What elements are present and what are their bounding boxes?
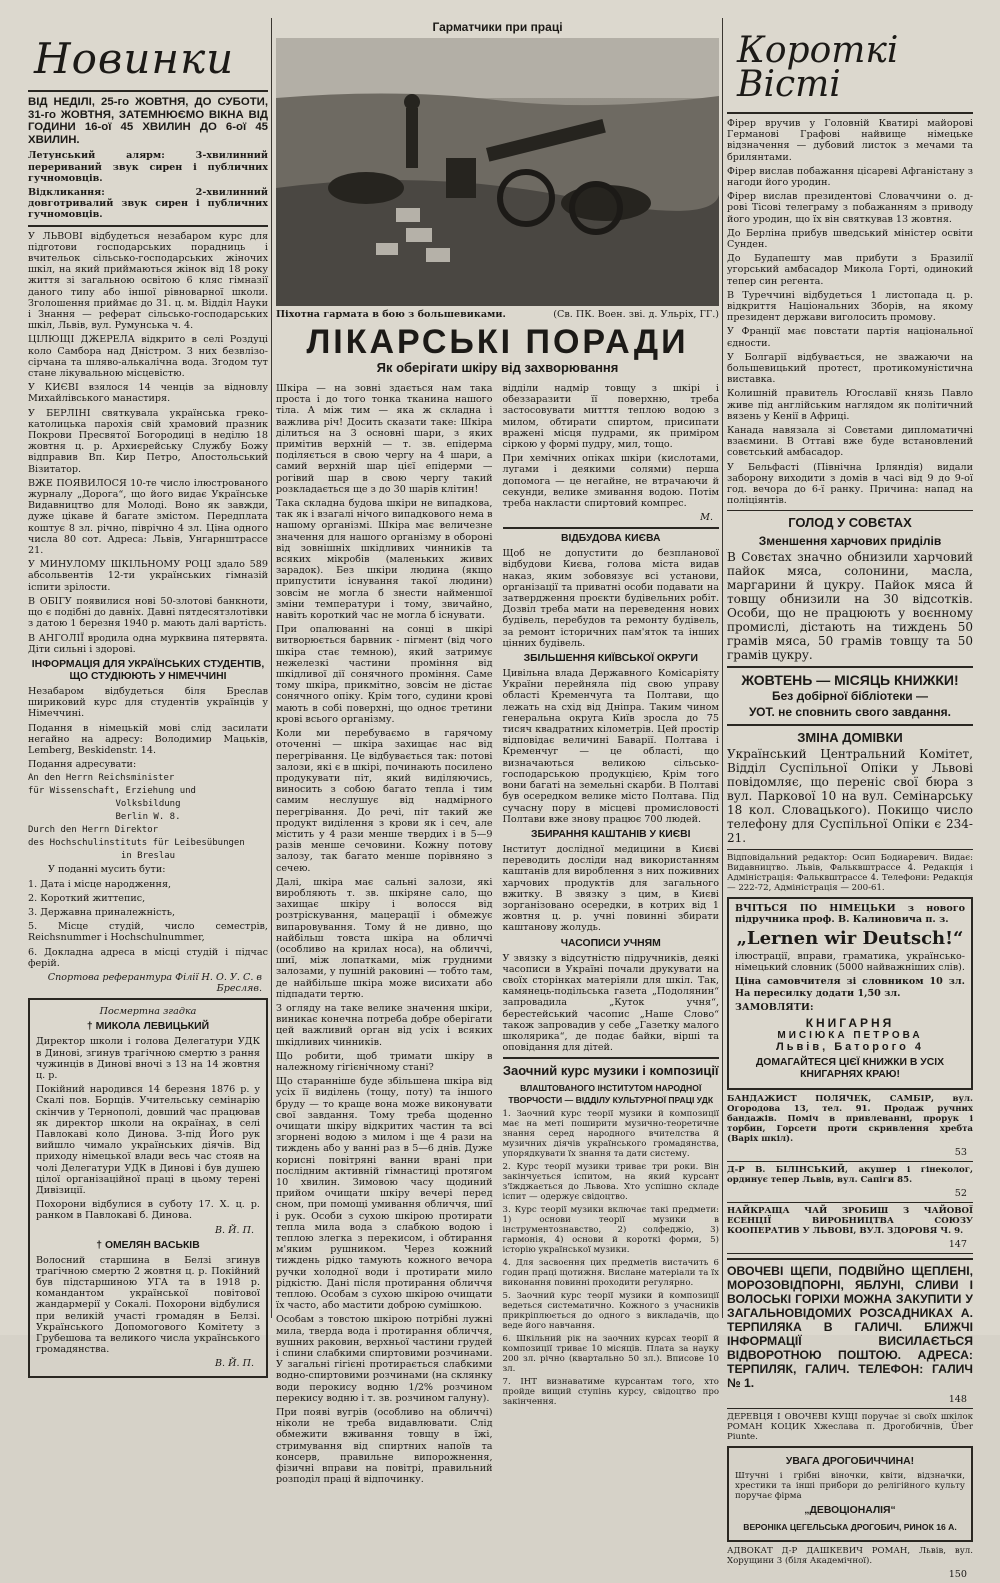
october-book-3: УОТ. не сповнить свого завдання.	[749, 704, 951, 719]
short-news-item: Фірер вислав побажання цісареві Афганістану з нагоди його уродин.	[727, 165, 973, 189]
kyiv-heading: ЗБИРАННЯ КАШТАНІВ У КИЄВІ	[530, 828, 691, 840]
kyiv-text: У звязку з відсутністю підручників, деякі часописи в Україні почали друкувати на своїх сторінках матеріяли для шкіл. Так, камянець-подільська газета „Подолянин“ запровадила „Куток учня“, берестейський часопис „Наше Слово“ також запровадив у себе „Газетку малого школярика“, де подає байки, вірші та оповідання для дітей.	[502, 952, 719, 1054]
music-item: 4. Для засвоєння цих предметів вистачить 6 годин праці щотижня. Вислане матеріали та їх виконання повинні проходити регулярно.	[502, 1258, 719, 1289]
drogobych-addr: ВЕРОНІКА ЦЕГЕЛЬСЬКА ДРОГОБИЧ, РИНОК 16 А.	[743, 1521, 957, 1532]
memorial-name-2: † ОМЕЛЯН ВАСЬКІВ	[96, 1239, 200, 1251]
medical-paragraph: Що робити, щоб тримати шкіру в належному гігієнічному стані?	[276, 1050, 493, 1073]
requirement-item: 6. Докладна адреса в місці студій і підчас ферій.	[28, 946, 268, 969]
produce-ad: ОВОЧЕВІ ЩЕПИ, ПОДВІЙНО ЩЕПЛЕНІ, МОРОЗОВІДПОРНІ, ЯБЛУНІ, СЛИВИ І ВОЛОСЬКІ ГОРІХИ МОЖНА ЗАКУПИТИ У ЗАГАЛЬНОВІДОМИХ РОЗСАДНИКАХ А. ТЕРПИЛЯКА В ГАЛИЧІ. БЛИЖЧІ ІНФОРМАЦІЇ ВИСИЛАЄТЬСЯ ВІДВОРОТНОЮ ПОШТОЮ. АДРЕСА: ТЕРПИЛЯК, ГАЛИЧ. ТЕЛЕФОН: ГАЛИЧ № 1.	[727, 1263, 973, 1390]
lernen-pre: ВЧІТЬСЯ ПО НІМЕЦЬКИ з нового підручника проф. В. Калиновича п. з.	[735, 902, 965, 925]
short-news-item: У Бельфасті (Північна Ірляндія) видали заборону виходити з домів в часі від 9 до 9-ої год. вечора до 6-ї ранку. Причина: напад на поліціянтів.	[727, 461, 973, 507]
address-change-text: Український Центральний Комітет, Відділ Суспільної Опіки у Львові повідомляє, що переніс свої бюра з вул. Паркової 10 на вул. Семінарську 18 кол. Словацького). Покищо число телефону для Суспільної Опіки є 234-21.	[727, 746, 973, 845]
shop-3: Львів, Баторого 4	[776, 1040, 924, 1053]
war-photo	[276, 38, 719, 306]
caption-right: (Св. ПК. Воен. зві. д. Ульріх, ГГ.)	[553, 309, 719, 320]
lernen-price: Ціна самовчителя зі словником 10 зл. На пересилку додати 1,50 зл.	[735, 976, 965, 999]
music-item: 7. ІНТ визнаватиме курсантам того, хто пройде вищий ступінь курсу, свідоцтво про закінчення.	[502, 1377, 719, 1408]
music-item: 1. Заочний курс теорії музики й композиції має на меті поширити музично-теоретичне знання серед народного вчителства й музичних діячів українського громадянства, упорядкувати їх знання та дати систему.	[502, 1109, 719, 1160]
short-news-item: До Берліна прибув шведський міністер освіти Сунден.	[727, 227, 973, 251]
students-to: Подання адресувати:	[28, 759, 137, 771]
medical-subhead: Як оберігати шкіру від захворювання	[376, 360, 619, 375]
short-news-item: Фірер вислав президентові Словаччини о. д-рові Тісові телеграму з побажанням з приводу його уродин, що їх він святкував 13 жовтня.	[727, 191, 973, 225]
kyiv-text: Інститут дослідної медицини в Києві переводить досліди над використанням каштанів для вироблення з них поживних харчових продуктів для загального вжитку. В звязку з цим, в Києві зорганізовано осередки, в котрих від 1 жовтня ц. р. учні повинні збирати каштанову жолудь.	[502, 843, 719, 934]
caption-left: Піхотна гармата в бою з большевиками.	[276, 309, 506, 320]
column-divider	[271, 18, 272, 1318]
requirement-item: 5. Місце студій, число семестрів, Reichsnummer і Hochschulnummer,	[28, 921, 268, 944]
small-ads	[727, 1094, 973, 1254]
list-head: У поданні мусить бути:	[48, 864, 166, 876]
shop-4: ДОМАГАЙТЕСЯ ЦІЄЇ КНИЖКИ В УСІХ КНИГАРНЯХ КРАЮ!	[755, 1056, 945, 1080]
medical-paragraph: Що старанніше буде збільшена шкіра від усіх її виділень (тощу, поту) та іншого бруду — то краще вона може виконувати свої завдання. Тому треба щоденно очищати шкіру відкритих частин та всі згорнені водою з милом і ще 4 рази на тиждень або у ванні раз в 5—6 днів. Дуже корисні повітряні ванни врані при послідним активній гімнастиці протягом 10 хвилин. Зимовою часу щодиний прийом очищати шкіру вечері перед сном, при помощі умивання обличчя, шиї і рук. Особи з сухою шкірою протирати тепла мила вода з слабкою водою і теплою злегка з перекисом, і обтирання м'яким рушником. Через кожний тиждень рідко тамують кожного вечора ручки холодної води і протирати мило рідкістю. Дані після протирання обличчя теплою. Особам з сухою шкірою очищати їх часто, або мастити доброю сумішкою.	[276, 1076, 493, 1312]
short-news-item: У Франції має повстати партія національної єдности.	[727, 326, 973, 349]
memorial-label: Посмертна згадка	[99, 1006, 197, 1018]
medical-col-a	[276, 383, 493, 1489]
short-news-item: Канада навязала зі Совєтами дипломатичні взаємини. В Оттаві вже буде встановлений совєтський амбасадор.	[727, 425, 973, 459]
medical-sig: М.	[700, 512, 713, 524]
lernen-title: „Lernen wir Deutsch!“	[736, 927, 964, 949]
photo-title: Гарматчики при праці	[432, 20, 563, 34]
ad-number: 147	[948, 1238, 967, 1250]
order-label: ЗАМОВЛЯТИ:	[735, 1001, 814, 1013]
short-news-item: До Будапешту мав прибути з Бразилії угорський амбасадор Микола Горті, одинокий тепер син регента.	[727, 253, 973, 287]
music-item: 3. Курс теорії музики включає такі предмети: 1) основи теорії музики в інструментознавство, 2) солфеджіо, 3) гармонія, 4) основи й короткі форми, 5) історію української музики.	[502, 1205, 719, 1256]
address-line: An den Herrn Reichsminister	[28, 773, 175, 784]
medical-headline: ЛІКАРСЬКІ ПОРАДИ	[306, 323, 689, 361]
air-alarm: Летунський алярм: 3-хвилинний перериваний звук сирен і публичних гучномовців.	[28, 150, 268, 184]
trees-ad: ДЕРЕВЦЯ І ОВОЧЕВІ КУЩІ поручає зі своїх шкілок РОМАН КОЦИК Хжеслава п. Дрогобичнів, Über Piunte.	[727, 1411, 973, 1442]
german-address	[28, 773, 268, 862]
address-line: für Wissenschaft, Erziehung und	[28, 786, 196, 797]
requirements-list	[28, 879, 268, 969]
memorial-sig-2: В. Й. П.	[214, 1358, 254, 1370]
short-news-item: У Болгарії відбувається, не зважаючи на большевицький протест, протикомуністична виставка.	[727, 351, 973, 386]
address-line: Berlin W. 8.	[115, 812, 181, 823]
column-left	[28, 18, 268, 1382]
medical-paragraph: Коли ми перебуваємо в гарячому оточенні — шкіра захищає нас від перегрівання. Це відбувається так: потові залози, які є в шкірі, починають посилено продукувати піт, який виділяючись, виносить з собою багато тепла і тим самим неслушує від надмірного перегрівання. До речі, піт такий же продукт виділення з крови як і сеч, але містить у 4 рази менше твердих і в 5—9 разів менше сечовини. Кожну потову залозу, так багато менше порівняно з сечею.	[276, 728, 493, 874]
medical-paragraph: відділи надмір товщу з шкірі і обеззаразити її поверхню, треба застосовувати митття теплою водою з милом, обтирати спиртом, присипати вражені місця пудрами, як приміром сіркою у формі пудру, мил, тощо.	[502, 383, 719, 451]
medical-paragraph: Шкіра — на зовні здається нам така проста і до того тонка тканина нашого тіла. А між тим — яка ж складна і важлива річ! Досить сказати таке: Шкіра ділиться на 3 основні шари, з яких примітив верхній — т. зв. епідерма поділяється в свою чергу на 4 шари, а самий верхній шар цієї епідерми — рогівий шар в свою чергу такий розкладається ще з до 30 шарів клітин!	[276, 383, 493, 495]
address-line: Durch den Herrn Direktor	[28, 825, 159, 836]
short-news-item: Фірер вручив у Головній Кватирі майорові Германові Графові найвище німецьке відзначення — дубовий листок з мечами та брилянтами.	[727, 118, 973, 163]
news-item: У ЛЬВОВІ відбудеться незабаром курс для підготови господарських порадниць і вчительок сільсько-господарських жіночих шкіл, на який приймаються жінок від 18 року життя зі загальною освітою 6 кляс гімназії даного типу або іншої рівноварної школи. Зголошення приймає до 31. ц. м. Відділ Науки і Знання — реферат сільсько-господарських шкіл, Львів, вул. Румунська ч. 4.	[28, 230, 268, 332]
short-news-item: В Туреччині відбудеться 1 листопада ц. р. відкриття Національних Зборів, на якому президент держави виголосить промову.	[727, 289, 973, 324]
requirement-item: 2. Короткий життепис,	[28, 892, 146, 904]
october-book-2: Без добірної бібліотеки —	[771, 688, 929, 703]
shop-2: МИСІЮКА ПЕТРОВА	[777, 1029, 923, 1041]
kyiv-text: Щоб не допустити до безпланової відбудови Києва, голова міста видав наказ, яким зобовязує всі установи, організації та приватні особи подавати на затвердження проєкти будівельних робіт. Дозвіл треба мати на переведення нових будівель, перебудов та ремонту будівель, за ремонт історичних пам'яток та інших цінних будівель.	[502, 548, 719, 649]
masthead-short-news: Короткі Вісті	[737, 30, 899, 105]
address-change-heading: ЗМІНА ДОМІВКИ	[797, 729, 903, 745]
lawyer-ad: АДВОКАТ Д-Р ДАШКЕВИЧ РОМАН, Львів, вул. Хорущини 3 (біля Академічної).	[727, 1545, 973, 1566]
small-ad: НАЙКРАЩА ЧАЙ ЗРОБИШ З ЧАЙОВОЇ ЕСЕНЦІЇ ВИРОБНИЦТВА СОЮЗУ КООПЕРАТИВ У ЛЬВОВІ, ВУЛ. ЗДОРОВЯ Ч. 9.	[727, 1205, 973, 1236]
news-item: ЦІЛЮЩІ ДЖЕРЕЛА відкрито в селі Роздуці коло Самбора над Дністром. З них безвлізо-сірчана та шляво-алькалічна вода. Згодом тут стане лікувальною місцевістю.	[28, 334, 268, 380]
medical-col-b	[503, 383, 720, 1489]
medical-paragraph: Така складна будова шкіри не випадкова, так як і взагалі нічого випадкового нема в нашому організмі. Шкіра має величезне значення для нашого організму в обороні від зовнішніх шкідливих чинників та всяких мікробів (маленьких живих зарадок). Без шкіри людина (якщо припустити існування такої людини) зовсім не могла б знести найменшої зміни температури і тому, звичайно, навіть короткий час не могла б існувати.	[276, 498, 493, 622]
column-middle	[276, 18, 719, 1489]
medical-paragraph: При хемічних опіках шкіри (кислотами, лугами і деякими солями) перша допомога — це негайне, не втрачаючи й секунди, велике змивання водою. Потім треба накласти спиртовий компрес.	[502, 453, 719, 510]
lernen-text: ілюстрації, вправи, граматика, українсько-німецький словник (5000 найважніших слів).	[735, 950, 965, 974]
kyiv-heading: ЗБІЛЬШЕННЯ КИЇВСЬКОЇ ОКРУГИ	[523, 653, 698, 665]
music-item: 2. Курс теорії музики триває три роки. Він закінчується іспитом, на який курсант з'їжджається до Львова. Хто успішно складе іспит — одержує свідоцтво.	[502, 1162, 719, 1203]
photo-caption	[276, 309, 719, 320]
news-item: У БЕРЛІНІ святкувала українська греко-католицька парохія свій храмовий празник Покрови Пресвятої Богородиці в неділю 18 жовтня ц. р. Архиєрейську Службу Божу відправив Вп. Кир Петро, Апостольський Візитатор.	[28, 407, 268, 475]
small-ad: Д-Р В. БІЛІНСЬКИЙ, акушер і гінеколог, ординує тепер Львів, вул. Сапіги 85.	[727, 1164, 973, 1185]
column-divider	[722, 18, 723, 1318]
october-book-1: ЖОВТЕНЬ — МІСЯЦЬ КНИЖКИ!	[741, 671, 959, 688]
short-news-item: Колишній правитель Югославії князь Павло живе під англійським наглядом як політичний вязень у Кенії в Африці.	[727, 388, 973, 422]
news-list	[28, 231, 268, 655]
kyiv-news	[503, 533, 720, 1053]
news-item: ВЖЕ ПОЯВИЛОСЯ 10-те число ілюстрованого журналу „Дорога“, що його видає Українське Видавництво для Молоді. Воно як завжди, дуже цікаве й багате змістом. Передплата коштує 8 зл. річно, піврічно 4 зл. Ціна одного числа 80 сот. Адреса: Львів, Унгарнштрассе 21.	[28, 477, 268, 557]
drogobych-text: Штучні і грібні віночки, квіти, відзначки, хрестики та інші прибори до релігійного культу поручає фірма	[735, 1470, 965, 1501]
music-items	[503, 1109, 720, 1407]
memorial-sig-1: В. Й. П.	[214, 1224, 254, 1236]
ad-number: 52	[954, 1187, 967, 1199]
memorial-box	[28, 998, 268, 1378]
ad-number: 53	[954, 1146, 967, 1158]
music-item: 6. Шкільний рік на заочних курсах теорії й композиції триває 10 місяців. Плата за науку 200 зл. річно (квартально 50 зл.). Вписове 10 зл.	[502, 1334, 719, 1375]
news-item: У КИЄВІ взялося 14 ченців за відновлу Михайлівського манастиря.	[28, 382, 268, 405]
medical-paragraph: З огляду на таке велике значення шкіри, виникає конечна потреба добре оберігати цей важливий орган від усіх і всяких шкідливих чинників.	[276, 1002, 493, 1048]
requirement-item: 3. Державна приналежність,	[28, 906, 175, 918]
medical-article	[276, 383, 719, 1489]
medical-paragraph: Далі, шкіра має сальні залози, які виробляють т. зв. шкіряне сало, що захищає шкіру і волосся від розтріскування, мацерації і обмежує випаровування. Тому й не дивно, що найбільш товста шкіра на обличчі (особливо на крилах носа), на обличчі, шиї, між лопатками, між грудними залозами, у пушній раковині — тобто там, де найбільше шкіра може висихати або підпадати тертю.	[276, 876, 493, 1000]
address-line: in Breslau	[120, 851, 176, 862]
address-line: des Hochschulinstituts für Leibesübungen	[28, 838, 245, 849]
all-clear: Відкликання: 2-хвилинний довготривалий звук сирен і публичних гучномовців.	[28, 186, 268, 221]
medical-paragraph: При появі вугрів (особливо на обличчі) ніколи не треба видавлювати. Слід обмежити вживання товщу в їжі, стримування від спиртних напоїв та консерв, правильне випорожнення, фізичні вправи на повітрі, правильний розподіл праці й відпочинку.	[276, 1407, 493, 1486]
music-item: 5. Заочний курс теорії музики й композиції ведеться систематично. Кожного з учасників прикріплюється до одного з викладачів, що веде його навчання.	[502, 1291, 719, 1332]
lernen-ad	[727, 897, 973, 1090]
shop-1: КНИГАРНЯ	[805, 1015, 895, 1030]
address-line: Volksbildung	[115, 799, 181, 810]
requirement-item: 1. Дата і місце народження,	[28, 878, 172, 890]
students-info: Подання в німецькій мові слід засилати негайно на адресу: Володимир Мацьків, Lemberg, Beskidenstr. 14.	[28, 722, 268, 756]
short-news-list	[727, 118, 973, 507]
drogobych-heading: УВАГА ДРОГОБИЧЧИНА!	[785, 1455, 915, 1467]
medical-paragraph: Особам з товстою шкірою потрібні лужні мила, тверда вода і протирання обличчя, вушних раковин, верхньої частини грудей і спини слабкими спиртовими розчинами. У загальні гігієні протирається слабкими водно-спиртовими розчинами (на склянку води перокису водню 1/2% розчином перекису водню і т. зв. розчином галуну).	[276, 1314, 493, 1404]
memorial-text-1: Директор школи і голова Делегатури УДК в Динові, згинув трагічною смертю з рання чужинців в Динові вночі з 13 на 14 жовтня ц. р.	[36, 1036, 260, 1081]
produce-num: 148	[948, 1393, 967, 1405]
famine-text: В Совєтах значно обнизили харчовий пайок мяса, солонини, масла, маргарини й цукру. Пайок мяса й товщу обнизили на 30 відсотків. Особи, що не працюють у воєнному промислі, дістають на тиждень 50 грамів мяса, 50 грамів товщу та 50 грамів цукру.	[727, 549, 973, 662]
students-intro: Незабаром відбудеться біля Бреслав шириковий курс для студентів українців у Німеччині.	[28, 685, 268, 720]
kyiv-heading: ЧАСОПИСИ УЧНЯМ	[560, 937, 661, 949]
students-sign: Спортова реферантура Філії Н. О. У. С. в Бресляв.	[47, 971, 262, 995]
masthead-news: Новинки	[34, 34, 235, 83]
famine-sub: Зменшення харчових приділів	[758, 533, 942, 548]
memorial-text-4: Волосний старшина в Белзі згинув трагічною смертю 2 жовтня ц. р. Покійний був підстаршиною УГА та в 1918 р. командантом української повітової жандармерії у Сокалі. Похорони відбулися при великій участі громадян в Белзі. Українського Допомогового Комітету з Грубешова та великого числа українського громадянства.	[36, 1254, 260, 1356]
artillery-image-icon	[276, 38, 719, 306]
memorial-name-1: † МИКОЛА ЛЕВИЦЬКИЙ	[86, 1021, 210, 1033]
drogobych-firm: „ДЕВОЦІОНАЛІЯ“	[804, 1504, 896, 1516]
blackout-notice: ВІД НЕДІЛІ, 25-го ЖОВТНЯ, ДО СУБОТИ, 31-го ЖОВТНЯ, ЗАТЕМНЮЄМО ВІКНА ВІД ГОДИНИ 16-ої 45 ХВИЛИН ДО 6-ої 45 ХВИЛИН.	[28, 96, 268, 146]
lawyer-num: 150	[948, 1568, 967, 1580]
drogobych-ad	[727, 1446, 973, 1542]
music-heading: Заочний курс музики і композиції	[502, 1063, 719, 1079]
small-ad: БАНДАЖИСТ ПОЛЯЧЕК, САМБІР, вул. Огородова 13, тел. 91. Продаж ручних бандажів. Поміч в привлеванні, прорук і торбин, Горсети проти скривлення хребта (Варіх шкіл).	[727, 1093, 973, 1144]
news-item: В АНГОЛІЇ вродила одна мурквина пятервята. Діти сильні і здорові.	[28, 632, 268, 655]
medical-paragraph: При опалюванні на сонці в шкірі витворюється барвник - пігмент (від чого шкіра стає темною), який затримує нежелезкі частини проміння від шкідливої дії сонячного проміння. Саме тому шкіра, прикмітно, зовсім не дістає сонячного опіку. Крім того, судини крові мають в собі поверхні, що одноє третини крові всього організму.	[276, 624, 493, 725]
famine-heading: ГОЛОД У СОВЄТАХ	[788, 514, 912, 530]
column-right	[727, 18, 973, 1583]
news-item: У МИНУЛОМУ ШКІЛЬНОМУ РОЦІ здало 589 абсольвентів 12-ти українських гімназій іспити зрілости.	[28, 559, 268, 593]
kyiv-text: Цивільна влада Державного Комісаріяту України перейняла під свою управу області Кременчуга та Полтави, що лежать на схід від Дніпра. Таким чином генеральна округа Київ зросла до 75 тисяч квадратних кілометрів. Цей простір відповідає величині Баварії. Полтава і Кременчуг — це області, що визначаються великою сільсько-господарською продукцією, Крім того вони багаті на земельні скарби. В Полтаві був осередком велике місто Полтава. Під сучасну пору в місцеві промисловості Полтави вже знову працює 700 людей.	[502, 668, 719, 825]
editor-info: Відповідальний редактор: Осип Бодиаревич. Видає: Видавництво. Львів, Фальквштрассе 4. Редакція і Адміністрація: Фальквштрассе 4. Телефони: Редакція — 222-72, Адміністрація — 200-61.	[727, 852, 973, 893]
memorial-text-2: Покійний народився 14 березня 1876 р. у Скалі пов. Борщів. Учительську семінарію скінчив у Тернополі, довший час працював як директор школи на окраїнах, в селі Павлокаві коло Динова. З-під Його рук вийшло чимало українських діячів. Від приходу німецької влади весь час стояв на чолі Делегатури УДК в Динові і був душею цілої організаційної праці в цьому терені Дивізиції.	[36, 1084, 260, 1196]
news-item: В ОБІГУ появилися нові 50-злотові банкноти, що є подібні до давніх. Давні пятдесятзлотівки з датою 1 березня 1940 р. мають далі вартість.	[28, 595, 268, 630]
music-sub: ВЛАШТОВАНОГО ІНСТИТУТОМ НАРОДНОЇ ТВОРЧОСТИ — ВІДДІЛУ КУЛЬТУРНОЇ ПРАЦІ УДК	[508, 1083, 714, 1106]
memorial-text-3: Похорони відбулися в суботу 17. X. ц. р. ранком в Павлокаві б. Динова.	[36, 1199, 260, 1222]
students-heading: ІНФОРМАЦІЯ ДЛЯ УКРАЇНСЬКИХ СТУДЕНТІВ, ЩО СТУДІЮЮТЬ У НІМЕЧЧИНІ	[31, 658, 265, 682]
kyiv-heading: ВІДБУДОВА КИЄВА	[561, 533, 661, 545]
